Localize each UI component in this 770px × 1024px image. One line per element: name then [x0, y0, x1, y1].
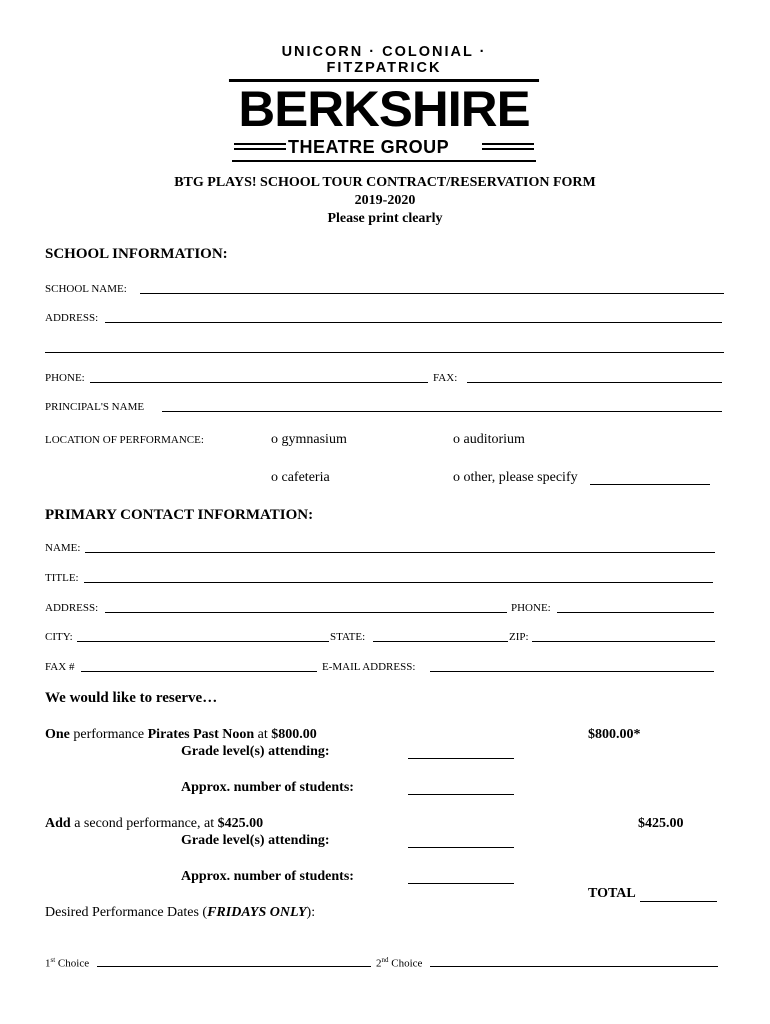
- logo-name-text: BERKSHIRE: [229, 79, 539, 134]
- school-fax-label: FAX:: [433, 372, 458, 384]
- location-option-cafeteria[interactable]: o cafeteria: [271, 470, 330, 485]
- performance-one-quantity: One: [45, 727, 70, 742]
- form-title: BTG PLAYS! SCHOOL TOUR CONTRACT/RESERVATION FORM: [174, 175, 596, 190]
- logo-subtitle-text: THEATRE GROUP: [288, 137, 450, 157]
- contact-address-field[interactable]: [105, 612, 507, 613]
- contact-info-heading: PRIMARY CONTACT INFORMATION:: [45, 507, 314, 523]
- performance-two-text: a second performance, at: [70, 816, 218, 831]
- first-choice-field[interactable]: [97, 966, 371, 967]
- grade-level-label-2: Grade level(s) attending:: [181, 833, 330, 848]
- performance-one-line: [45, 727, 317, 743]
- second-choice-label: [376, 956, 422, 970]
- second-choice-suffix: nd: [381, 956, 389, 964]
- location-option-gymnasium[interactable]: o gymnasium: [271, 432, 347, 447]
- contact-title-label: TITLE:: [45, 572, 79, 584]
- logo-venues-text: UNICORN · COLONIAL · FITZPATRICK: [281, 44, 487, 76]
- logo-subtitle: [232, 136, 536, 158]
- desired-dates-pre: Desired Performance Dates (: [45, 905, 208, 920]
- school-name-field[interactable]: [140, 293, 724, 294]
- contact-address-label: ADDRESS:: [45, 602, 99, 614]
- contact-city-label: CITY:: [45, 631, 73, 643]
- total-field[interactable]: [640, 901, 717, 902]
- principal-name-label: PRINCIPAL'S NAME: [45, 401, 145, 413]
- logo-left-bars: [234, 143, 286, 150]
- form-year: 2019-2020: [354, 193, 416, 208]
- contact-zip-label: ZIP:: [509, 631, 529, 643]
- desired-dates-post: ):: [306, 905, 316, 920]
- performance-one-title: Pirates Past Noon: [147, 727, 255, 742]
- school-address-field[interactable]: [105, 322, 722, 323]
- school-phone-field[interactable]: [90, 382, 428, 383]
- students-field-2[interactable]: [408, 883, 514, 884]
- contact-email-label: E-MAIL ADDRESS:: [322, 661, 416, 673]
- school-info-heading: SCHOOL INFORMATION:: [45, 246, 228, 262]
- performance-two-line: [45, 816, 263, 832]
- first-choice-suffix: st: [50, 956, 56, 964]
- contact-state-field[interactable]: [373, 641, 508, 642]
- performance-two-amount: $425.00: [638, 816, 684, 831]
- grade-level-field-2[interactable]: [408, 847, 514, 848]
- contact-name-field[interactable]: [85, 552, 715, 553]
- performance-one-text: performance: [69, 727, 148, 742]
- logo-bottom-rule: [232, 160, 536, 162]
- first-choice-label: [45, 956, 89, 970]
- contact-name-label: NAME:: [45, 542, 81, 554]
- second-choice-number: 2: [376, 957, 382, 970]
- school-fax-field[interactable]: [467, 382, 722, 383]
- desired-dates-line: [45, 905, 315, 921]
- contact-fax-label: FAX #: [45, 661, 75, 673]
- performance-one-price: $800.00: [271, 727, 317, 742]
- principal-name-field[interactable]: [162, 411, 722, 412]
- performance-one-at: at: [254, 727, 272, 742]
- berkshire-theatre-group-logo: [232, 44, 536, 162]
- second-choice-text: Choice: [388, 957, 423, 970]
- contact-title-field[interactable]: [84, 582, 713, 583]
- form-instruction: Please print clearly: [327, 211, 443, 226]
- reserve-heading: We would like to reserve…: [45, 690, 218, 706]
- contact-zip-field[interactable]: [532, 641, 715, 642]
- contact-phone-label: PHONE:: [511, 602, 551, 614]
- school-name-label: SCHOOL NAME:: [45, 283, 127, 295]
- school-phone-label: PHONE:: [45, 372, 85, 384]
- contact-phone-field[interactable]: [557, 612, 714, 613]
- location-option-other[interactable]: o other, please specify: [453, 470, 578, 485]
- second-choice-field[interactable]: [430, 966, 718, 967]
- first-choice-number: 1: [45, 957, 51, 970]
- performance-one-amount: $800.00*: [588, 727, 641, 742]
- desired-dates-emphasis: FRIDAYS ONLY: [207, 905, 307, 920]
- performance-two-add: Add: [45, 816, 71, 831]
- location-option-auditorium[interactable]: o auditorium: [453, 432, 525, 447]
- school-address-line2-field[interactable]: [45, 352, 724, 353]
- contact-fax-field[interactable]: [81, 671, 317, 672]
- contact-email-field[interactable]: [430, 671, 714, 672]
- contact-state-label: STATE:: [330, 631, 366, 643]
- location-label: LOCATION OF PERFORMANCE:: [45, 434, 204, 446]
- logo-right-bars: [482, 143, 534, 150]
- students-label-2: Approx. number of students:: [181, 869, 354, 884]
- students-label-1: Approx. number of students:: [181, 780, 354, 795]
- school-address-label: ADDRESS:: [45, 312, 99, 324]
- performance-two-price: $425.00: [217, 816, 264, 831]
- total-label: TOTAL: [588, 886, 636, 901]
- grade-level-field-1[interactable]: [408, 758, 514, 759]
- grade-level-label-1: Grade level(s) attending:: [181, 744, 330, 759]
- first-choice-text: Choice: [55, 957, 90, 970]
- location-other-field[interactable]: [590, 484, 710, 485]
- contact-city-field[interactable]: [77, 641, 329, 642]
- students-field-1[interactable]: [408, 794, 514, 795]
